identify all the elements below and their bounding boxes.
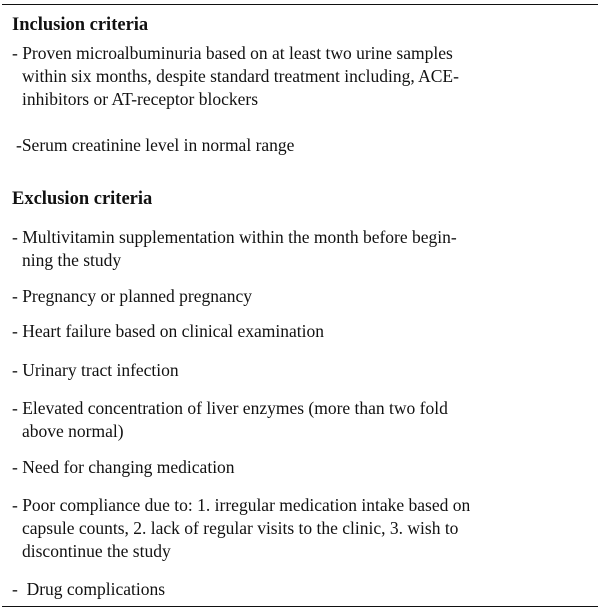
- item-line: - Elevated concentration of liver enzymes (more than two fold: [12, 398, 448, 418]
- item-line: capsule counts, 2. lack of regular visits to the clinic, 3. wish to: [22, 518, 459, 538]
- exclusion-item-pregnancy: [12, 285, 592, 308]
- item-line: within six months, despite standard treatment including, ACE-: [22, 66, 459, 86]
- exclusion-item-drug-complications: [12, 578, 592, 601]
- item-line: - Drug complications: [12, 579, 166, 599]
- exclusion-item-multivitamin: [12, 226, 592, 272]
- item-line: inhibitors or AT-receptor blockers: [22, 89, 259, 109]
- item-line: - Proven microalbuminuria based on at least two urine samples: [12, 43, 453, 63]
- item-line: above normal): [22, 421, 124, 441]
- bottom-rule: [2, 606, 598, 607]
- exclusion-item-heart-failure: [12, 320, 592, 343]
- item-line: -Serum creatinine level in normal range: [16, 135, 295, 155]
- top-rule: [2, 4, 598, 5]
- exclusion-item-medication-change: [12, 456, 592, 479]
- item-line: ning the study: [22, 250, 122, 270]
- exclusion-item-uti: [12, 359, 592, 382]
- item-line: discontinue the study: [22, 541, 171, 561]
- exclusion-item-poor-compliance: [12, 494, 592, 563]
- exclusion-item-liver-enzymes: [12, 397, 592, 443]
- inclusion-item-microalbuminuria: [12, 42, 592, 111]
- item-line: - Urinary tract infection: [12, 360, 179, 380]
- item-line: - Heart failure based on clinical examination: [12, 321, 324, 341]
- inclusion-heading: Inclusion criteria: [12, 15, 149, 35]
- item-line: - Need for changing medication: [12, 457, 235, 477]
- exclusion-heading: Exclusion criteria: [12, 189, 153, 209]
- item-line: - Pregnancy or planned pregnancy: [12, 286, 253, 306]
- inclusion-item-creatinine: [16, 134, 596, 157]
- item-line: - Multivitamin supplementation within the month before begin-: [12, 227, 457, 247]
- item-line: - Poor compliance due to: 1. irregular medication intake based on: [12, 495, 471, 515]
